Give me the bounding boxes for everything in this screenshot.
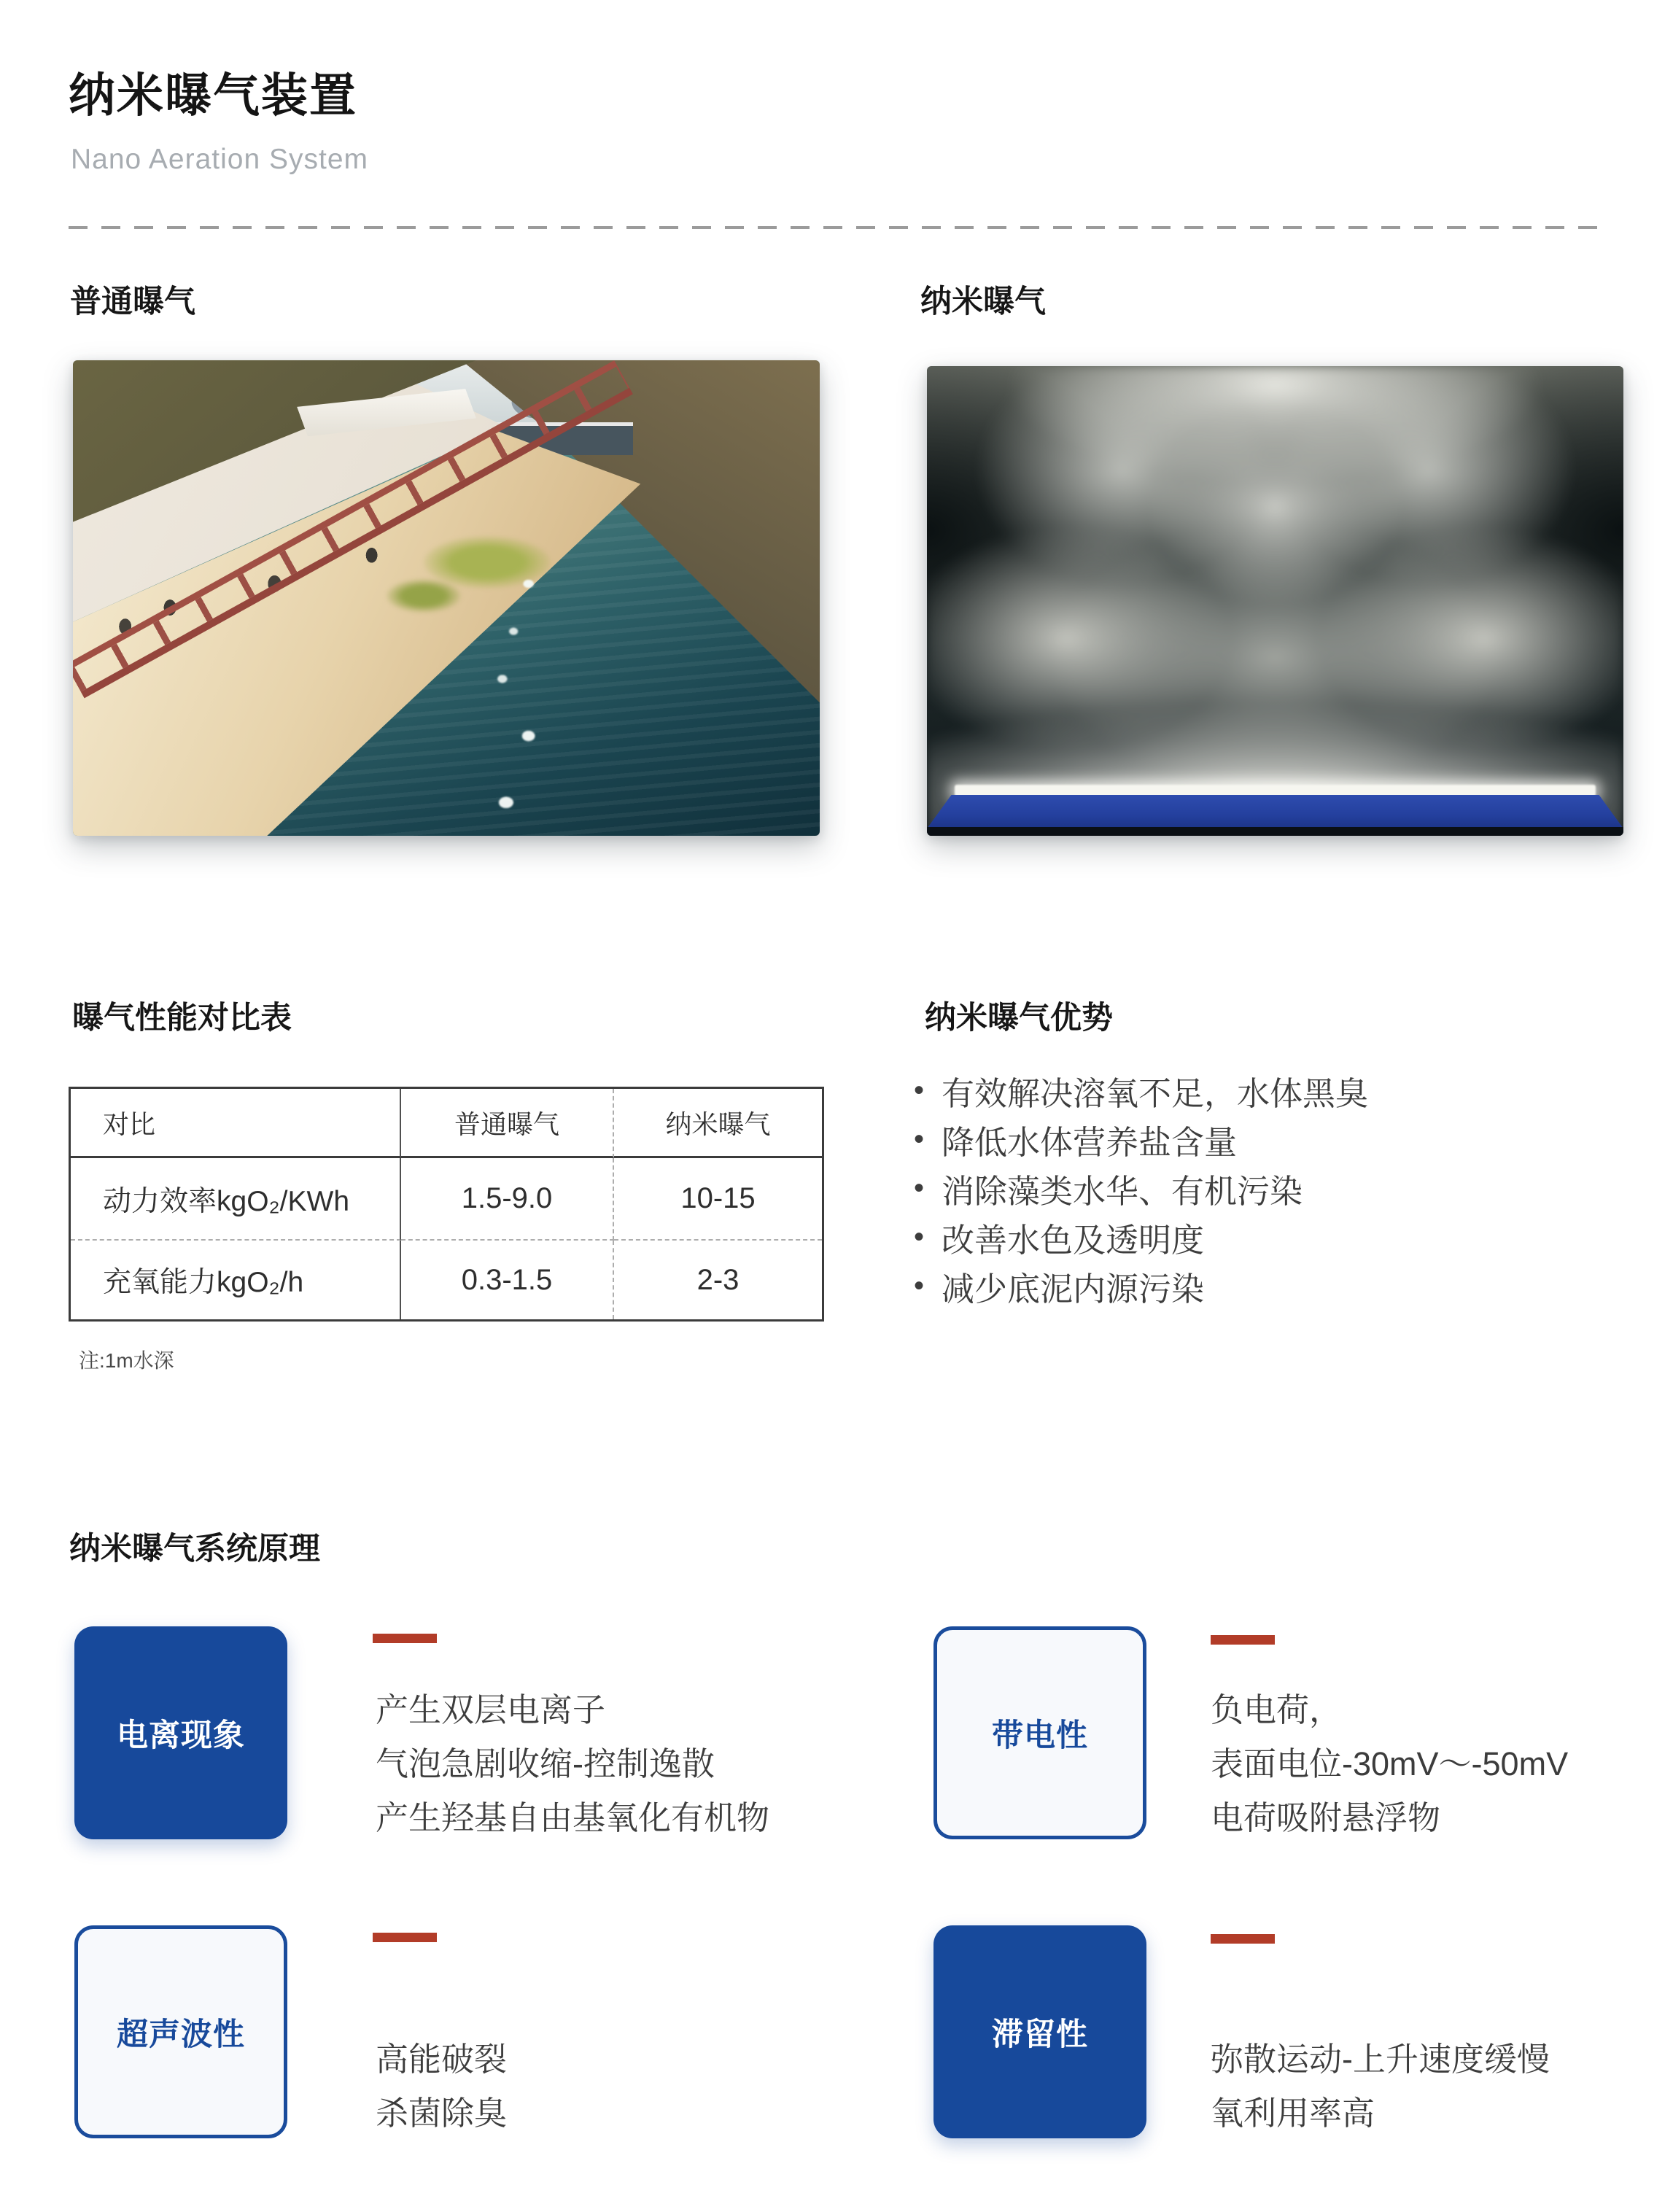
card-text-line: 高能破裂: [376, 2041, 508, 2078]
accent-dash: [373, 1634, 437, 1643]
col-header-metric: 对比: [71, 1089, 401, 1158]
row-metric: 动力效率kgO₂/KWh: [71, 1158, 401, 1241]
dashed-divider: [69, 226, 1604, 229]
card-label: 超声波性: [117, 2017, 245, 2052]
card-text-line: 弥散运动-上升速度缓慢: [1211, 2041, 1550, 2078]
advantage-item: • 改善水色及透明度: [914, 1213, 1368, 1262]
card-label: 电离现象: [117, 1718, 245, 1753]
advantages-list: [914, 1066, 1368, 1311]
page-title: 纳米曝气装置: [69, 69, 357, 122]
advantage-item: • 降低水体营养盐含量: [914, 1115, 1368, 1164]
principles-heading: 纳米曝气系统原理: [69, 1532, 320, 1567]
tank-floor-shadow: [927, 827, 1623, 836]
table-value: 10-15: [614, 1158, 822, 1241]
card-text-line: 氧利用率高: [1211, 2095, 1375, 2132]
table-note: 注:1m水深: [79, 1349, 174, 1372]
card-ionization-text: [376, 1683, 769, 1845]
table-value: 1.5-9.0: [401, 1158, 614, 1241]
card-charged-text: [1211, 1683, 1568, 1845]
card-charged: [933, 1626, 1146, 1839]
card-text-line: 电荷吸附悬浮物: [1211, 1799, 1441, 1836]
accent-dash: [373, 1933, 437, 1942]
card-retention-text: [1211, 2033, 1550, 2141]
card-ionization: [74, 1626, 287, 1839]
nano-bubbles-photo: [927, 366, 1623, 836]
nano-bubble-sheet: [955, 785, 1596, 796]
label-nano-aeration: 纳米曝气: [920, 284, 1046, 319]
card-label: 滞留性: [992, 2017, 1088, 2052]
label-ordinary-aeration: 普通曝气: [70, 284, 195, 319]
table-value: 0.3-1.5: [401, 1241, 614, 1319]
col-header-nano: 纳米曝气: [614, 1089, 822, 1158]
advantage-item: • 消除藻类水华、有机污染: [914, 1164, 1368, 1213]
advantage-item: • 减少底泥内源污染: [914, 1262, 1368, 1311]
card-ultrasonic: [74, 1925, 287, 2138]
card-text-line: 产生双层电离子: [376, 1691, 606, 1728]
card-ultrasonic-text: [376, 2033, 507, 2141]
card-label: 带电性: [992, 1718, 1088, 1753]
nano-bubble-plume: [927, 366, 1623, 836]
river-aeration-bubbles: [73, 360, 820, 836]
card-text-line: 负电荷，: [1211, 1691, 1343, 1728]
comparison-heading: 曝气性能对比表: [72, 1001, 292, 1036]
accent-dash: [1211, 1934, 1275, 1944]
advantages-heading: 纳米曝气优势: [925, 1001, 1113, 1036]
card-text-line: 杀菌除臭: [376, 2095, 508, 2132]
row-metric: 充氧能力kgO₂/h: [71, 1241, 401, 1319]
comparison-table: [69, 1087, 824, 1322]
nano-diffuser-base: [927, 795, 1623, 828]
card-retention: [933, 1925, 1146, 2138]
card-text-line: 表面电位-30mV～-50mV: [1211, 1745, 1569, 1782]
table-value: 2-3: [696, 1263, 740, 1296]
card-text-line: 气泡急剧收缩-控制逸散: [376, 1745, 715, 1782]
advantage-item: • 有效解决溶氧不足，水体黑臭: [914, 1066, 1368, 1115]
card-text-line: 产生羟基自由基氧化有机物: [376, 1799, 770, 1836]
col-header-ordinary: 普通曝气: [401, 1089, 614, 1158]
river-photo: [73, 360, 820, 836]
page-subtitle: Nano Aeration System: [71, 144, 369, 175]
accent-dash: [1211, 1635, 1275, 1645]
